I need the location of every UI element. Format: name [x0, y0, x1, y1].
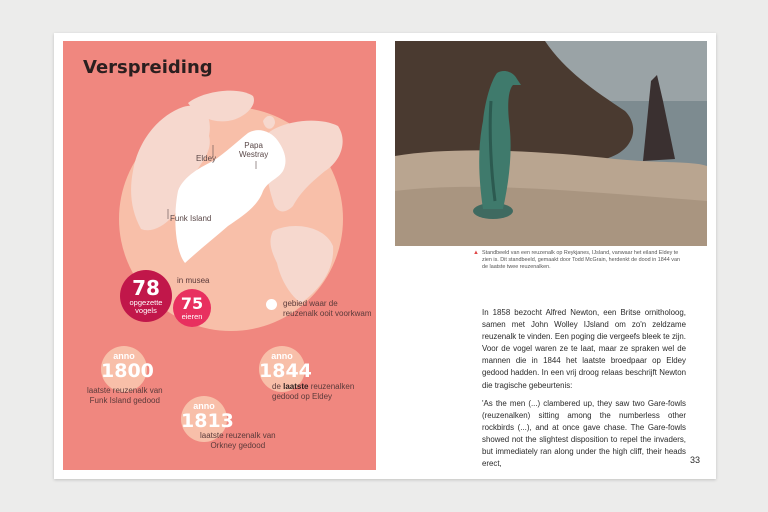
page-title: Verspreiding [83, 57, 213, 78]
anno-1844-text [272, 382, 354, 402]
paragraph-2: 'As the men (...) clambered up, they saw two Gare-fowls (reuzenalken) sitting among the numberless other rockbirds (...), and at once gave chase. The Gare-fowls showed not the slightest disposition to repel the invaders, but immediately ran along under the high cliff, their heads erect, [482, 398, 686, 469]
anno-1800-word: anno [113, 351, 135, 361]
in-musea-label: in musea [177, 276, 210, 285]
eggs-label: eieren [181, 312, 203, 321]
statue-photo [395, 41, 707, 246]
distribution-panel [63, 41, 376, 470]
caption-marker-icon: ▲ [473, 250, 479, 256]
label-funk-island: Funk Island [170, 214, 212, 223]
anno-1844-text-post: reuzenalken gedood op Eldey [272, 382, 355, 401]
label-papa-westray: Papa Westray [239, 141, 269, 159]
anno-1844-text-bold: laatste [283, 382, 309, 391]
paragraph-1: In 1858 bezocht Alfred Newton, een Britse ornitholoog, samen met John Wolley IJsland om zo'n zeldzame reuzenalk te vinden. Een poging die vergeefs bleek te zijn. Voor de vogel waren ze te laat, maar ze spraken wel de mannen die in 1844 het laatste broedpaar op Eldey gedood hadden. In een vrij droog relaas beschrijft Newton die tragische gebeurtenis: [482, 308, 686, 390]
anno-1813-year: 1813 [181, 410, 234, 432]
stuffed-birds-value: 78 [132, 276, 160, 300]
photo-caption: Standbeeld van een reuzenalk op Reykjanes, IJsland, vanwaar het eiland Eldey te zien is. Dit standbeeld, gemaakt door Todd McGrain, herdenkt de dood in 1844 van de laatste twee reuzenalken. [482, 250, 680, 270]
stuffed-birds-bubble [120, 270, 172, 322]
anno-1844-text-pre: de [272, 382, 284, 391]
anno-1800-year: 1800 [101, 360, 154, 382]
stuffed-birds-label: opgezette vogels [129, 298, 163, 315]
anno-1800-text: laatste reuzenalk van Funk Island gedood [87, 386, 163, 405]
statue-photo-illustration [395, 41, 707, 246]
legend-text: gebied waar de reuzenalk ooit voorkwam [283, 299, 372, 318]
anno-1844-year: 1844 [259, 360, 312, 382]
anno-1844-word: anno [271, 351, 293, 361]
anno-1813-text: laatste reuzenalk van Orkney gedood [200, 431, 276, 450]
label-eldey: Eldey [196, 154, 217, 163]
page-number: 33 [690, 455, 701, 465]
anno-1813-word: anno [193, 401, 215, 411]
body-text [482, 307, 686, 476]
eggs-value: 75 [180, 294, 204, 313]
eggs-bubble [173, 289, 211, 327]
legend-swatch [266, 299, 277, 310]
